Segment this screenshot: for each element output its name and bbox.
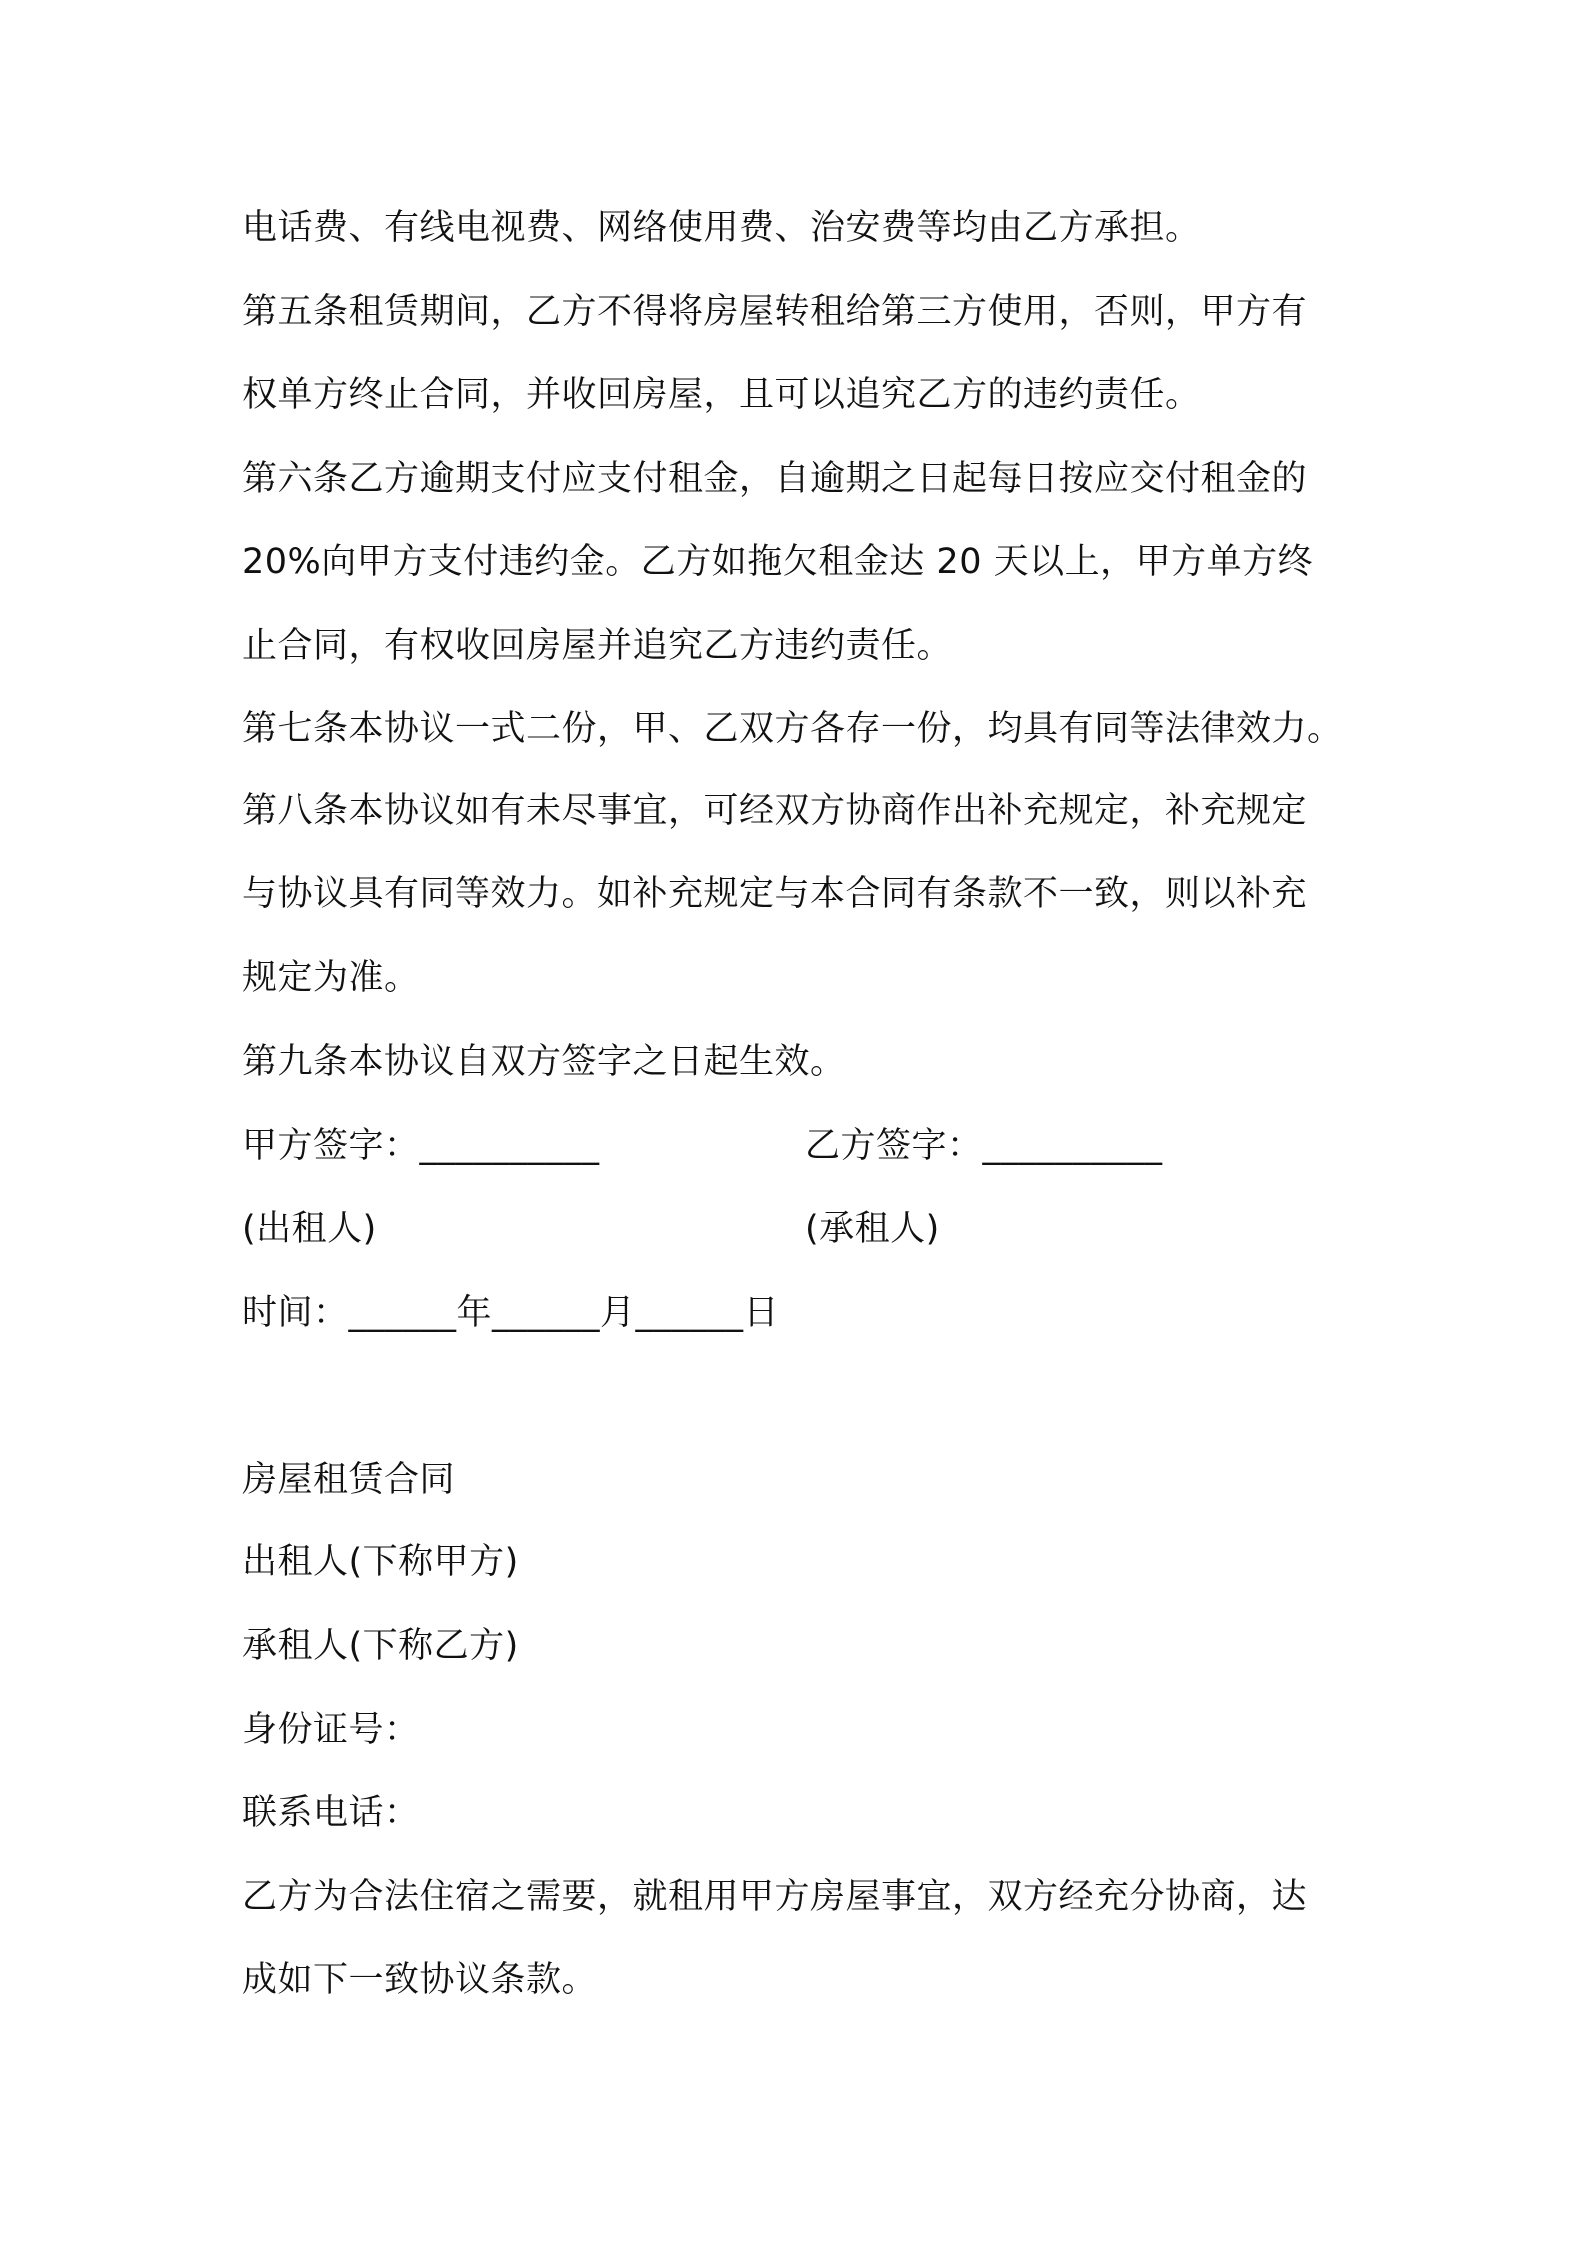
paragraph-line: 权单方终止合同，并收回房屋，且可以追究乙方的违约责任。 [242, 375, 1201, 415]
party-b-role: (承租人) [805, 1209, 940, 1249]
paragraph-line: 第五条租赁期间，乙方不得将房屋转租给第三方使用，否则，甲方有 [242, 292, 1308, 332]
phone-line: 联系电话： [242, 1793, 420, 1833]
id-number-line: 身份证号： [242, 1710, 420, 1750]
lessee-line: 承租人(下称乙方) [242, 1626, 519, 1666]
paragraph-line: 止合同，有权收回房屋并追究乙方违约责任。 [242, 626, 953, 666]
signing-date: 时间：______年______月______日 [242, 1293, 780, 1333]
paragraph-line: 第六条乙方逾期支付应支付租金，自逾期之日起每日按应交付租金的 [242, 459, 1308, 499]
contract-title: 房屋租赁合同 [242, 1460, 456, 1500]
paragraph-line: 第八条本协议如有未尽事宜，可经双方协商作出补充规定，补充规定 [242, 791, 1308, 831]
preamble-line: 成如下一致协议条款。 [242, 1960, 598, 2000]
paragraph-line: 第七条本协议一式二份，甲、乙双方各存一份，均具有同等法律效力。 [242, 709, 1343, 749]
party-b-signature: 乙方签字：__________ [805, 1126, 1163, 1166]
paragraph-line: 规定为准。 [242, 958, 420, 998]
paragraph-line: 与协议具有同等效力。如补充规定与本合同有条款不一致，则以补充 [242, 874, 1308, 914]
paragraph-line: 20%向甲方支付违约金。乙方如拖欠租金达 20 天以上，甲方单方终 [242, 542, 1314, 582]
party-a-role: (出租人) [242, 1209, 377, 1249]
preamble-line: 乙方为合法住宿之需要，就租用甲方房屋事宜，双方经充分协商，达 [242, 1877, 1308, 1917]
party-a-signature: 甲方签字：__________ [242, 1126, 600, 1166]
paragraph-line: 电话费、有线电视费、网络使用费、治安费等均由乙方承担。 [242, 208, 1201, 248]
paragraph-line: 第九条本协议自双方签字之日起生效。 [242, 1042, 846, 1082]
lessor-line: 出租人(下称甲方) [242, 1542, 519, 1582]
